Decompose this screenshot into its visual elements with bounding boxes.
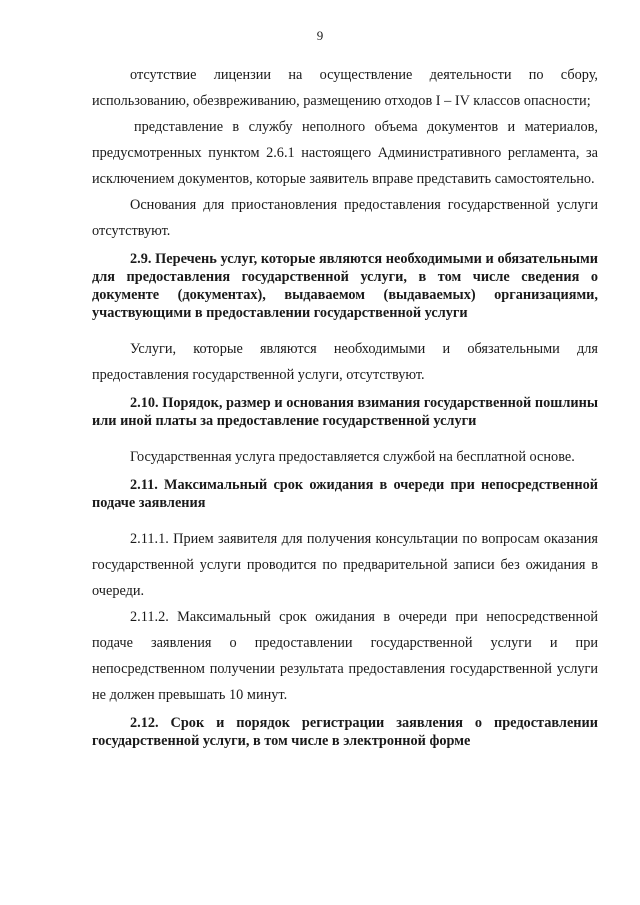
paragraph-suspension-grounds: Основания для приостановления предоставления государственной услуги отсутствуют.: [92, 197, 598, 239]
paragraph-free-service: Государственная услуга предоставляется службой на бесплатной основе.: [130, 449, 575, 465]
paragraph-no-license: отсутствие лицензии на осуществление деятельности по сбору, использованию, обезвреживанию, размещению отходов I – IV классов опасности;: [92, 67, 598, 109]
section-heading-2-10: 2.10. Порядок, размер и основания взимания государственной пошлины или иной платы за предоставление государственной услуги: [92, 395, 598, 429]
document-body: [92, 62, 598, 750]
paragraph-required-services: Услуги, которые являются необходимыми и обязательными для предоставления государственной услуги, отсутствуют.: [92, 341, 598, 383]
page-number: 9: [316, 28, 324, 43]
paragraph-2-11-1: 2.11.1. Прием заявителя для получения консультации по вопросам оказания государственной услуги проводится по предварительной записи без ожидания в очереди.: [92, 531, 598, 599]
paragraph-incomplete-docs: представление в службу неполного объема документов и материалов, предусмотренных пунктом 2.6.1 настоящего Административного регламента, за исключением документов, которые заявитель вправе представить самостоятельно.: [92, 119, 598, 187]
section-heading-2-9: 2.9. Перечень услуг, которые являются необходимыми и обязательными для предоставления государственной услуги, в том числе сведения о документе (документах), выдаваемом (выдаваемых) организациями, участвующими в предоставлении государственной услуги: [92, 251, 598, 321]
section-heading-2-12: 2.12. Срок и порядок регистрации заявления о предоставлении государственной услуги, в том числе в электронной форме: [92, 715, 598, 749]
paragraph-2-11-2: 2.11.2. Максимальный срок ожидания в очереди при непосредственной подаче заявления о предоставлении государственной услуги и при непосредственном получении результата предоставления государственной услуги не должен превышать 10 минут.: [92, 609, 598, 703]
section-heading-2-11: 2.11. Максимальный срок ожидания в очереди при непосредственной подаче заявления: [92, 477, 598, 511]
